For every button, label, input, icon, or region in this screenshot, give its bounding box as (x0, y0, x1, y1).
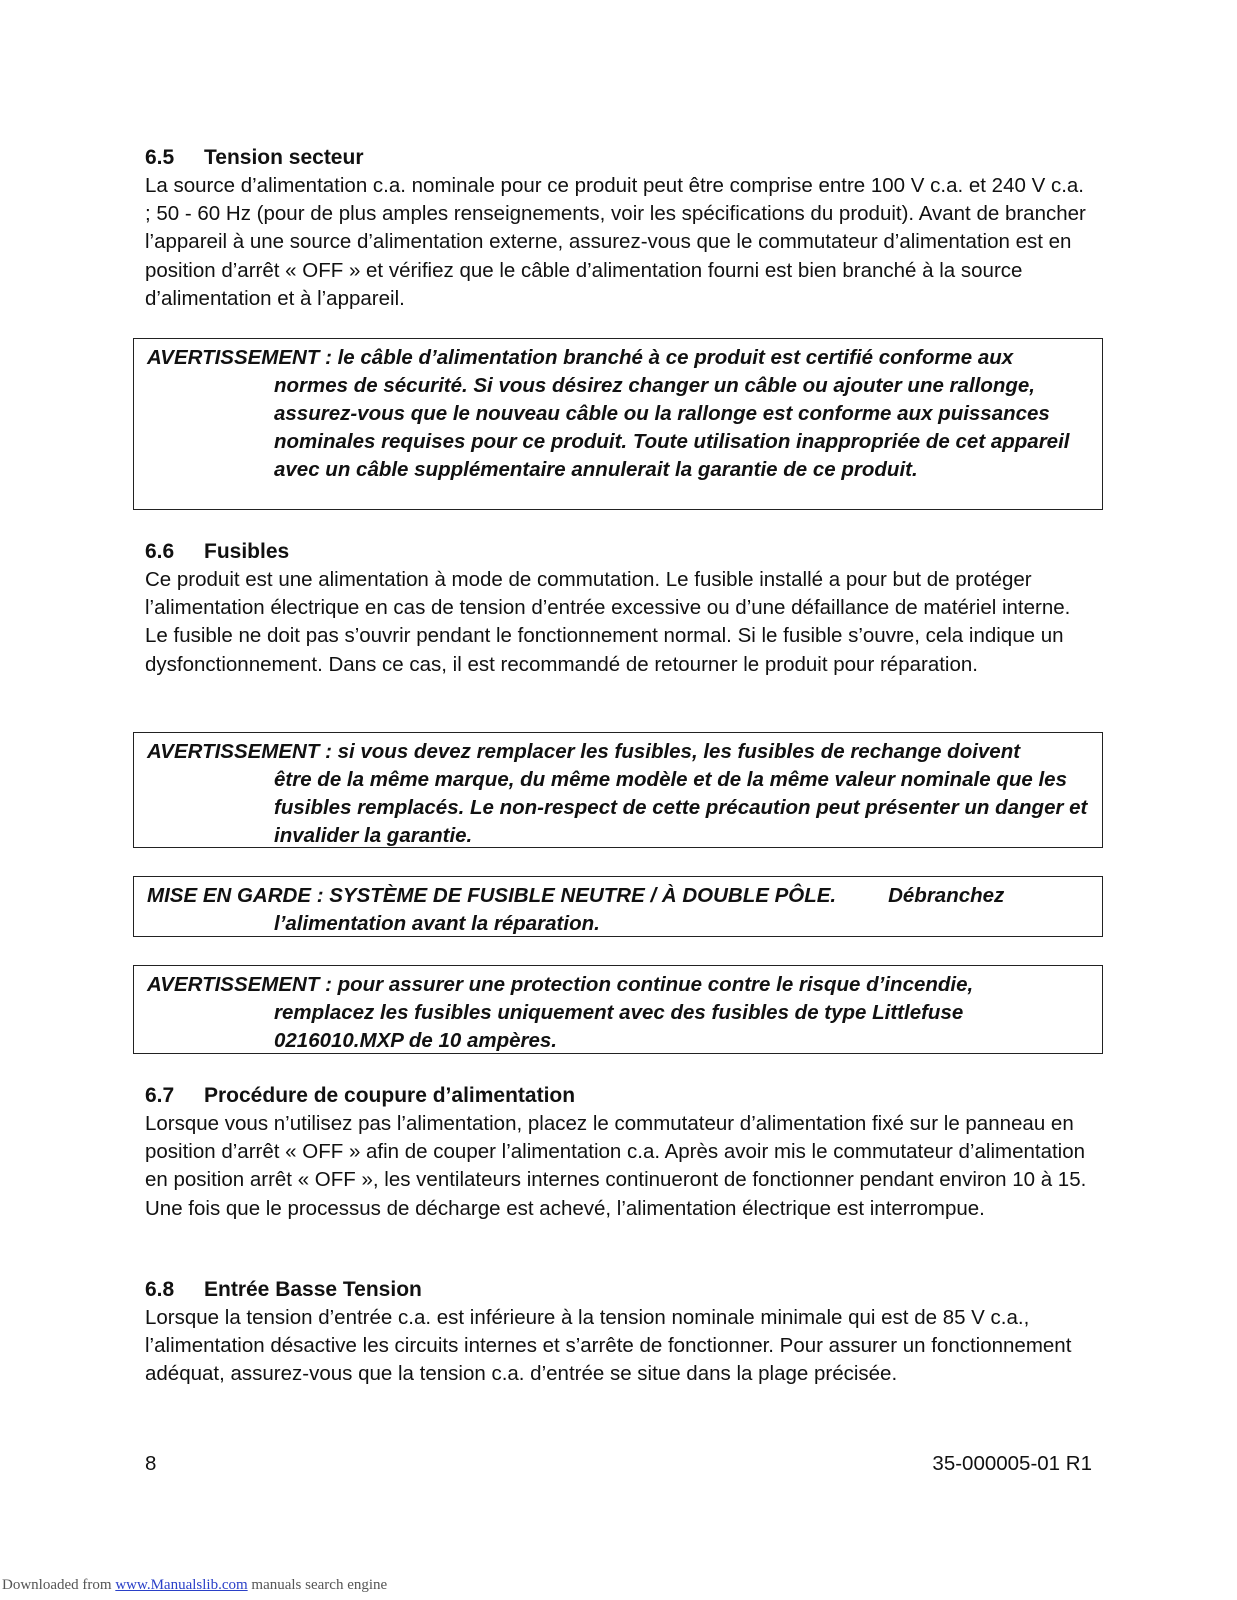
section-heading-6-8 (145, 1276, 422, 1304)
download-banner (2, 1577, 387, 1594)
section-paragraph-6-5: La source d’alimentation c.a. nominale pour ce produit peut être comprise entre 100 V c.a. et 240 V c.a. ; 50 - 60 Hz (pour de plus amples renseignements, voir les spécifications du produit). Avant de brancher l’appareil à une source d’alimentation externe, assurez-vous que le commutateur d’alimentation est en position d’arrêt « OFF » et vérifiez que le câble d’alimentation fourni est bien branché à la source d’alimentation et à l’appareil. (145, 174, 1086, 310)
section-number: 6.6 (145, 540, 175, 563)
section-heading-6-7 (145, 1082, 575, 1110)
download-suffix: manuals search engine (251, 1577, 388, 1593)
warning-text: normes de sécurité. Si vous désirez changer un câble ou ajouter une rallonge, assurez-vous que le nouveau câble ou la rallonge est conforme aux puissances nominales requises pour ce produit. Toute utilisation inappropriée de cet appareil avec un câble supplémentaire annulerait la garantie de ce produit. (274, 374, 1070, 481)
section-number: 6.7 (145, 1084, 175, 1107)
warning-lead: AVERTISSEMENT : le câble d’alimentation branché à ce produit est certifié conforme aux (147, 346, 1014, 369)
section-title: Fusibles (204, 540, 290, 563)
section-number: 6.8 (145, 1278, 175, 1301)
warning-box-power-cable (133, 338, 1103, 510)
warning-text: être de la même marque, du même modèle et de la même valeur nominale que les fusibles remplacés. Le non-respect de cette précaution peut présenter un danger et invalider la garantie. (274, 768, 1088, 847)
section-heading-6-5 (145, 144, 364, 172)
warning-lead: AVERTISSEMENT : si vous devez remplacer les fusibles, les fusibles de rechange doivent (147, 740, 1021, 763)
download-prefix: Downloaded from (2, 1577, 112, 1593)
caution-box-double-pole-fuse (133, 876, 1103, 937)
section-title: Entrée Basse Tension (204, 1278, 422, 1301)
section-paragraph-6-8: Lorsque la tension d’entrée c.a. est inférieure à la tension nominale minimale qui est de 85 V c.a., l’alimentation désactive les circuits internes et s’arrête de fonctionner. Pour assurer un fonctionnement adéquat, assurez-vous que la tension c.a. d’entrée se situe dans la plage précisée. (145, 1306, 1072, 1386)
warning-box-fire-risk (133, 965, 1103, 1054)
caution-text: l’alimentation avant la réparation. (274, 912, 600, 935)
section-title: Procédure de coupure d’alimentation (204, 1084, 576, 1107)
warning-text: remplacez les fusibles uniquement avec des fusibles de type Littlefuse 0216010.MXP de 10 ampères. (274, 1001, 964, 1052)
warning-box-fuse-replacement (133, 732, 1103, 848)
caution-lead: MISE EN GARDE : SYSTÈME DE FUSIBLE NEUTRE / À DOUBLE PÔLE. (147, 884, 837, 907)
document-id: 35-000005-01 R1 (932, 1452, 1092, 1475)
section-title: Tension secteur (204, 146, 364, 169)
section-number: 6.5 (145, 146, 175, 169)
caution-lead-end: Débranchez (888, 884, 1005, 907)
page-number: 8 (145, 1452, 157, 1475)
section-paragraph-6-6: Ce produit est une alimentation à mode de commutation. Le fusible installé a pour but de protéger l’alimentation électrique en cas de tension d’entrée excessive ou d’une défaillance de matériel interne. Le fusible ne doit pas s’ouvrir pendant le fonctionnement normal. Si le fusible s’ouvre, cela indique un dysfonctionnement. Dans ce cas, il est recommandé de retourner le produit pour réparation. (145, 568, 1071, 676)
warning-lead: AVERTISSEMENT : pour assurer une protection continue contre le risque d’incendie, (147, 973, 974, 996)
section-paragraph-6-7: Lorsque vous n’utilisez pas l’alimentation, placez le commutateur d’alimentation fixé sur le panneau en position d’arrêt « OFF » afin de couper l’alimentation c.a. Après avoir mis le commutateur d’alimentation en position arrêt « OFF », les ventilateurs internes continueront de fonctionner pendant environ 10 à 15. Une fois que le processus de décharge est achevé, l’alimentation électrique est interrompue. (145, 1112, 1087, 1220)
manualslib-link[interactable]: www.Manualslib.com (115, 1577, 248, 1593)
section-heading-6-6 (145, 538, 289, 566)
